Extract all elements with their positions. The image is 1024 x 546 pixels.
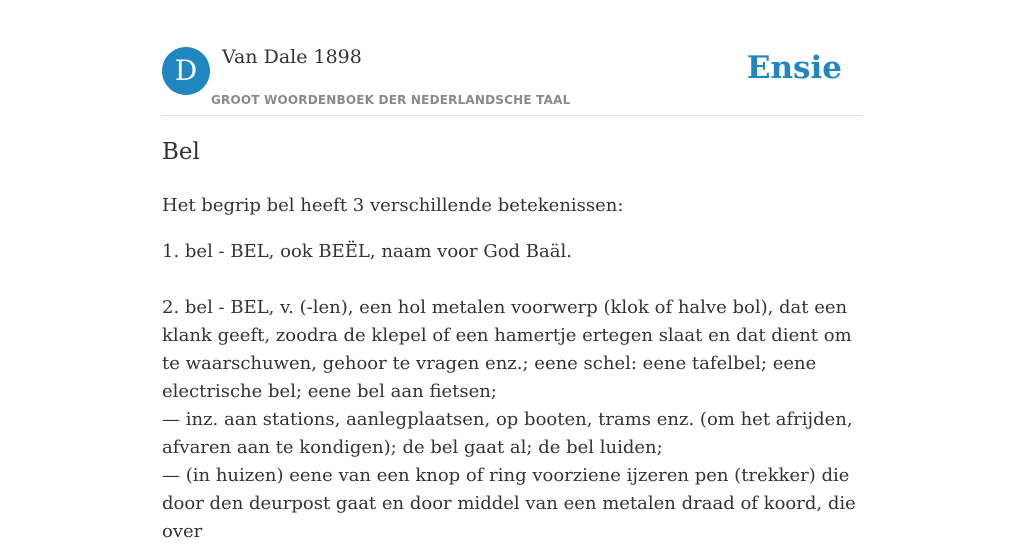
entry-title: Bel — [162, 139, 200, 165]
entry-intro: Het begrip bel heeft 3 verschillende betekenissen: — [162, 195, 624, 216]
definition-1: 1. bel - BEL, ook BEËL, naam voor God Baäl. — [162, 241, 572, 262]
source-subtitle: GROOT WOORDENBOEK DER NEDERLANDSCHE TAAL — [211, 93, 571, 107]
source-title[interactable]: Van Dale 1898 — [222, 46, 362, 68]
definition-spacer — [162, 266, 867, 294]
entry-content — [162, 192, 867, 546]
ensie-logo-link[interactable]: Ensie — [746, 50, 842, 86]
header-divider — [162, 115, 862, 116]
definition-2-sub-1: — inz. aan stations, aanlegplaatsen, op booten, trams enz. (om het afrijden, afvaren aan te kondigen); de bel gaat al; de bel luiden; — [162, 409, 853, 458]
definition-2: 2. bel - BEL, v. (-len), een hol metalen voorwerp (klok of halve bol), dat een klank geeft, zoodra de klepel of een hamertje ertegen slaat en dat dient om te waarschuwen, gehoor te vragen enz.; eene schel: eene tafelbel; eene electrische bel; eene bel aan fietsen; — [162, 297, 852, 402]
source-avatar[interactable]: D — [162, 47, 210, 95]
definition-2-sub-2: — (in huizen) eene van een knop of ring voorziene ijzeren pen (trekker) die door den deurpost gaat en door middel van een metalen draad of koord, die over — [162, 465, 856, 542]
